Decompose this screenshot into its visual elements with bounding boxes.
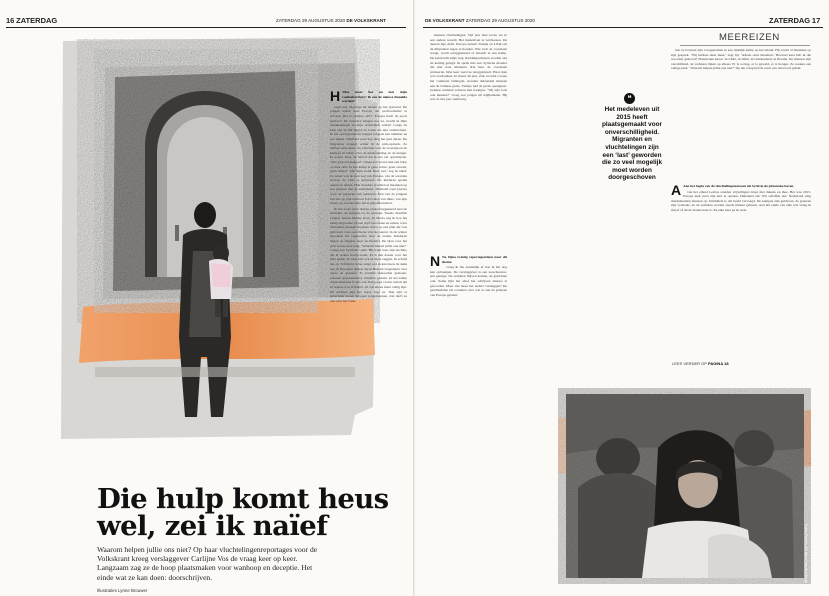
left-header-rule xyxy=(6,27,406,28)
see-also[interactable] xyxy=(672,361,729,366)
dropcap-h: H xyxy=(330,90,341,104)
right-folio xyxy=(769,16,820,25)
left-article-column xyxy=(330,90,407,586)
right-masthead: DE VOLKSKRANT xyxy=(425,18,465,23)
right-section-label: ZATERDAG xyxy=(769,16,811,25)
left-section-label: ZATERDAG xyxy=(16,16,58,25)
right-page-number: 17 xyxy=(811,16,821,25)
left-page-number: 16 xyxy=(6,16,15,25)
left-folio xyxy=(6,16,57,25)
left-column-2: Ik ben in de jaren daarna vaak teruggekeerd naar de eilanden, de kampen en de grenzen. Steeds dezelfde vragen, steeds minder hoop. In Moria zag ik hoe het kamp uitgroeide tot een stad van tenten en zeilen, waar duizenden mensen moesten leven op een plek die was gebouwd voor een fractie van dat aantal. In de winter stroomde het regenwater door de tenten. Kinderen liepen op slippers door de modder. De rijen voor het eten waren uren lang. ‘Waarom helpen jullie ons niet?’ vraagt een Syrische vader. Hij wijst naar zijn dochter, die al weken koorts heeft. Er is één dokter voor het hele kamp. Ik weet niet wat ik moet zeggen. Ik schrijf het op. Schrijven is het enige wat ik kan doen. Ik denk aan de Europese leiders die in Brussel vergaderen over quota en grenzen. Er worden akkoorden gesloten, plannen gepresenteerd, beloften gedaan. In het kamp merkt niemand er iets van. Een jonge vrouw vertelt dat ze lerares was in Kabul. Ze wil alleen maar veilig zijn. De nachten zijn het ergst, zegt ze. Dan zijn er gevechten tussen groepen jongemannen, dan durft ze niet naar het toilet. xyxy=(330,206,407,303)
right-column-d xyxy=(671,184,811,358)
pull-quote: Het medeleven uit 2015 heeft plaatsgemaakt voor onverschilligheid. Migranten en vluchtelingen zijn een ‘last’ geworden die zo veel mogelijk moet worden doorgeschoven xyxy=(601,106,663,182)
see-also-prefix: LEES VERDER OP xyxy=(672,361,707,366)
right-column-c xyxy=(671,48,811,176)
right-dateline-block xyxy=(425,18,535,23)
photo-credit-block xyxy=(802,524,808,584)
left-dateline-block xyxy=(276,18,386,23)
right-column-b xyxy=(430,255,507,355)
see-also-page: PAGINA 18 xyxy=(707,361,729,366)
right-column-4: van het eiland Lesbos stonden vrijwilligers klaar met dekens en thee. Het was 2015. Europa leek even zijn hart te openen. Duitsland zei: Wir schaffen das. Nederland ving tienduizenden mensen op. Inmiddels is dat beeld vervaagd. De kampen zijn gebleven, de grenzen zijn versterkt, en de verhalen worden steeds minder gelezen. Aan het einde van elke reis vraag ik mij af of dit de laatste keer is. En elke keer ga ik weer. xyxy=(671,189,811,212)
photo xyxy=(558,388,811,584)
left-dateline: ZATERDAG 29 AUGUSTUS 2020 xyxy=(276,18,346,23)
right-dateline: ZATERDAG 29 AUGUSTUS 2020 xyxy=(465,18,535,23)
intro: Waarom helpen jullie ons niet? Op haar vluchtelingenreportages voor de Volkskrant kreeg verslaggever Carlijne Vos de vraag keer op keer. Langzaam zag ze de hoop plaatsmaken voor wanhoop en deceptie. Het einde wat ze kan doen: doorschrijven. xyxy=(97,545,318,582)
illustration-credit: Illustraties Lynne Brouwer xyxy=(97,588,148,593)
dropcap-a: A xyxy=(671,184,682,198)
right-column-3: ben ze bouwen zijn voorgenomen in een tijdelijk kamp op het eiland. Hij wacht al maanden op zijn gesprek. ‘Wij hebben niets meer,’ zegt hij. ‘Alleen onze kinderen.’ Hoeveel keer heb ik die woorden gehoord? Honderden keren. In Libië, in Italië, in Griekenland, in Bosnië. De mensen zijn verschillend, de verhalen lijken op elkaar. Er is oorlog, er is geweld, er is honger. Ze zoeken een veilige plek. ‘Waarom helpen jullie ons niet?’ Op die vraag heb ik nooit een antwoord gehad. xyxy=(671,48,811,71)
lede-2: Na bijna twintig reportagereizen naar dit thema xyxy=(442,255,507,264)
lede: ‘Hoe moet het nu met mijn voetbalcarrière? Ik zou de nieuwe Ronaldo worden!’ xyxy=(342,90,407,104)
lede-3: Aan het begin van de vluchtelingenstroom uit Syrië in de pittoreske haven xyxy=(683,184,794,188)
left-masthead: DE VOLKSKRANT xyxy=(346,18,386,23)
right-column-2: vraag ik me natuurlijk af hoe ik het nog kan opbrengen. De verslaggever is een toeschouwer, een getuige. De verhalen blijven komen, de gezichten ook. Soms lijkt het alsof het schrijven zinloos is geworden. Maar wie moet het anders vastleggen? De geschiedenis zal oordelen over wat er aan de grenzen van Europa gebeurt. xyxy=(430,265,507,297)
dropcap-n: N xyxy=(430,255,441,269)
photo-credit: Foto's Reuters, AP, Marcel van den Bergh xyxy=(804,524,808,584)
left-page xyxy=(0,0,414,596)
headline: Die hulp komt heus wel, zei ik naïef xyxy=(97,483,389,542)
left-column-1: roept een 16-jarige uit Ghana op het grasveld. De jongen reisde naar Europa om profvoetballer te worden. Het is oktober 2017. Europa heeft de poort gesloten. De woorden hangen nog na, terwijl ik mijn aantekeningen in mijn notitieblok schrijf. Langs de kust van Sicilië liggen de boten die zijn onderschept. In het opvangcentrum krijgen jongens een nummer en een deken. Niemand weet hoe lang het gaat duren. De migranten stappen achter in de pick-uptruck. Ze hebben niets meer. Ze vertellen over de woestijn en de kampen in Libië, over de mishandeling en de honger. Ik noteer alles, ik beloof dat ik het zal opschrijven. ‘Wie gaat ons helpen?’ vraagt een vrouw met een baby op haar arm. In het kamp is geen water, geen stroom, geen dokter. ‘Die hulp komt heus wel,’ zeg ik naïef. Zo zeker was ik toen nog van Europa, van de waarden waarop de Unie is gebouwd. De kinderen spelen tussen de tenten. Hun moeders wachten al maanden op een gesprek met de asieldienst. Niemand weet precies waar de papieren zijn gebleven. Een van de jongens laat me op zijn telefoon foto's zien van thuis, van zijn broers en van het huis dat is gebombardeerd. xyxy=(330,104,407,206)
quote-mark-icon: ❝ xyxy=(624,93,635,104)
section-rule xyxy=(680,45,810,46)
section-name: MEEREIZEN xyxy=(719,32,780,43)
right-header-rule xyxy=(423,27,823,28)
right-column-1: mensen vluchtelingen. Vijf jaar later leven we in een andere wereld. Het medeleven is verdwenen. De deuren zijn dicht. Europa betaalt Turkije en Libië om de migranten tegen te houden. Wie toch de oversteek waagt, wordt teruggestuurd of belandt in een kamp. De kustwacht kijkt weg. Reddingsschepen worden aan de ketting gelegd. Ik sprak met een Syrische moeder die met haar kinderen drie keer de oversteek probeerde. Drie keer werd ze teruggeduwd. Haar man was verdronken. In maart dit jaar, vlak voordat corona het continent lamlegde, stonden duizenden mensen aan de Griekse grens. Turkije had de grens opengezet. Griekse soldaten schoten met traangas. ‘Wij zijn toch ook mensen?’ vroeg een jongen uit Afghanistan. Hij was al vier jaar onderweg. xyxy=(430,33,507,102)
